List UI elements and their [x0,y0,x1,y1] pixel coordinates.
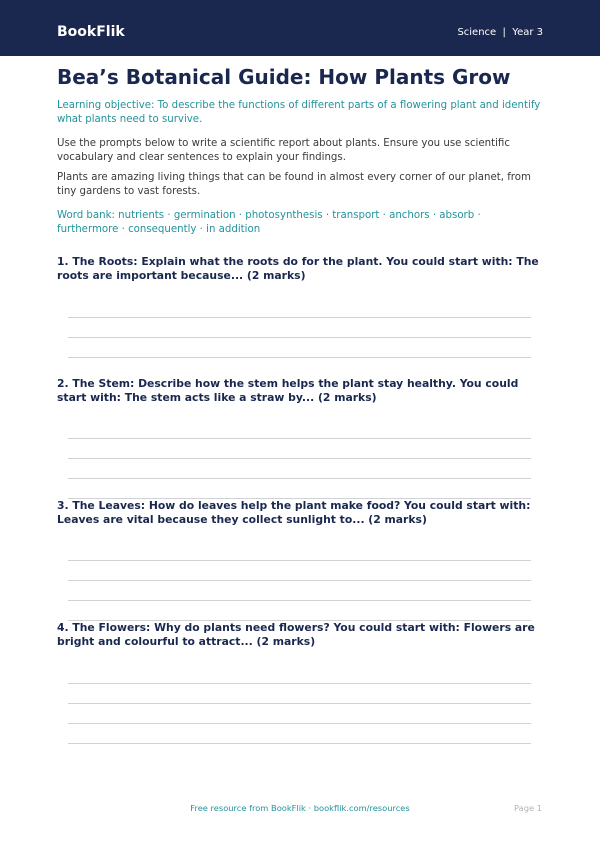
answer-line[interactable] [68,458,531,459]
footer-resource-link[interactable]: Free resource from BookFlik · bookflik.com/resources [190,803,410,813]
word-bank: Word bank: nutrients · germination · photosynthesis · transport · anchors · absorb · furthermore · consequently · in addition [57,210,481,235]
page-number: Page 1 [513,803,542,813]
answer-line[interactable] [68,743,531,744]
question-stem: 2. The Stem: Describe how the stem helps the plant stay healthy. You could start with: The stem acts like a straw by... (2 marks) [57,377,519,404]
answer-line[interactable] [68,357,531,358]
answer-line[interactable] [68,317,531,318]
question-leaves: 3. The Leaves: How do leaves help the plant make food? You could start with: Leaves are vital because they collect sunlight to... (2 marks) [57,499,531,526]
answer-line[interactable] [68,683,531,684]
subject-year-label: Science | Year 3 [457,27,543,38]
brand-logo-text: BookFlik [57,24,125,40]
instructions-text: Use the prompts below to write a scientific report about plants. Ensure you use scientific vocabulary and clear sentences to explain your findings. [57,138,510,163]
answer-line[interactable] [68,600,531,601]
intro-text: Plants are amazing living things that can be found in almost every corner of our planet, from tiny gardens to vast forests. [57,172,531,197]
answer-line[interactable] [68,438,531,439]
answer-line[interactable] [68,723,531,724]
answer-line[interactable] [68,560,531,561]
header-bar [0,0,600,56]
question-roots: 1. The Roots: Explain what the roots do for the plant. You could start with: The roots are important because... (2 marks) [57,255,539,282]
answer-line[interactable] [68,703,531,704]
question-flowers: 4. The Flowers: Why do plants need flowers? You could start with: Flowers are bright and colourful to attract... (2 marks) [57,621,535,648]
learning-objective: Learning objective: To describe the functions of different parts of a flowering plant and identify what plants need to survive. [57,100,541,125]
answer-line[interactable] [68,478,531,479]
page-title: Bea’s Botanical Guide: How Plants Grow [57,65,511,89]
answer-line[interactable] [68,580,531,581]
answer-line[interactable] [68,337,531,338]
